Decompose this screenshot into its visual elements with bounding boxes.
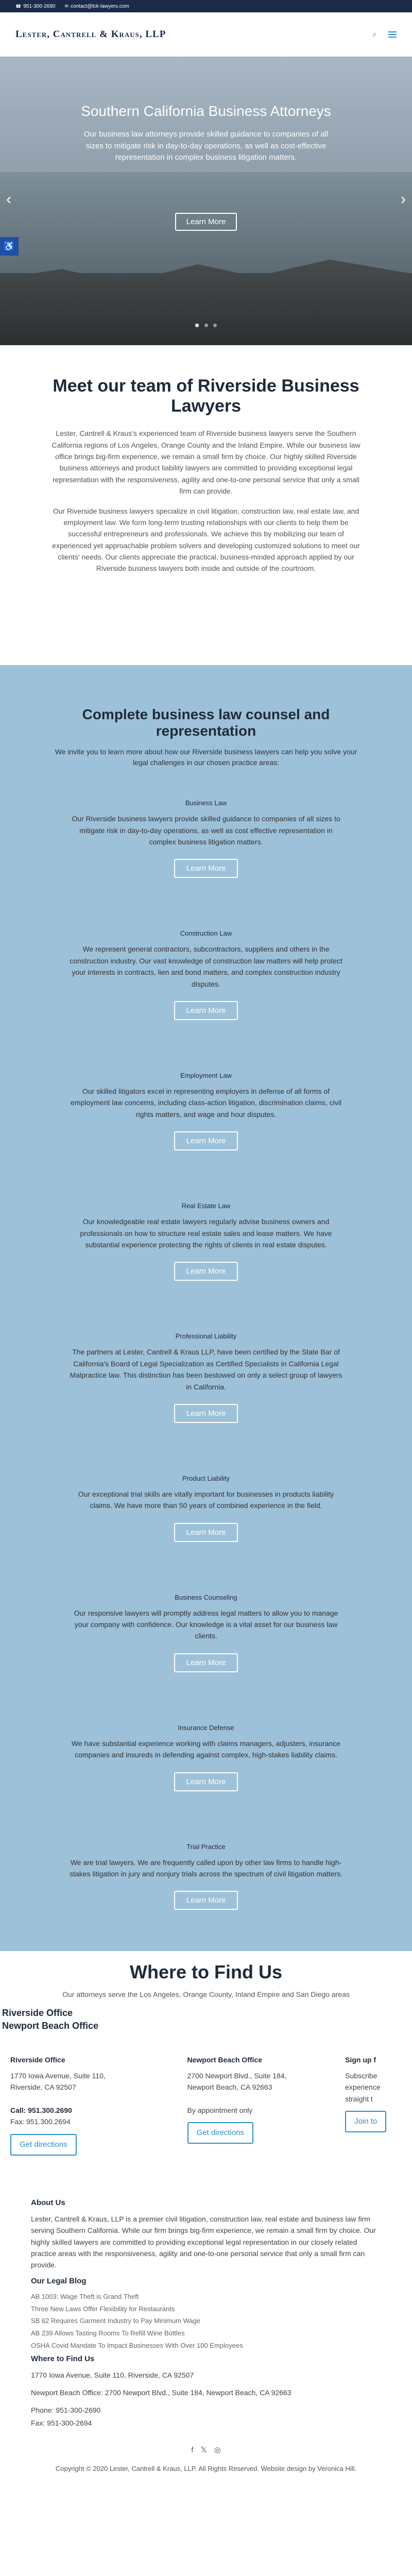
phone-icon: ☎ [15, 3, 22, 9]
meet-title: Meet our team of Riverside Business Lawyers [53, 376, 359, 416]
site-logo[interactable]: Lester, Cantrell & Kraus, LLP [15, 28, 166, 40]
practice-area-product-liability [52, 1475, 360, 1542]
learn-more-button[interactable]: Learn More [174, 1523, 238, 1542]
practice-area-construction-law [52, 929, 360, 1020]
office-title: Riverside Office [10, 2056, 65, 2064]
footer-where-title: Where to Find Us [31, 2354, 95, 2363]
join-button[interactable]: Join to [345, 2111, 386, 2132]
office-address-line: 1770 Iowa Avenue, Suite 110, [10, 2071, 106, 2080]
learn-more-button[interactable]: Learn More [174, 1653, 238, 1672]
signup-text: experience [345, 2083, 381, 2092]
blog-links [31, 2292, 381, 2351]
practice-areas-section [0, 665, 412, 1952]
about-text: Lester, Cantrell & Kraus, LLP is a premier civil litigation, construction law, real estate and business law firm serving Southern California. While our firm brings big-firm experience, we remain a small firm by choice. Our highly skilled lawyers are committed to providing exceptional legal representation in our closely related practice areas with the responsiveness, agility and one-to-one personal service that only a small firm can provide. [31, 2214, 376, 2269]
office-cards [0, 2033, 412, 2171]
slider-dot[interactable] [204, 324, 208, 327]
twitter-icon[interactable]: 𝕏 [200, 2446, 207, 2455]
instagram-icon[interactable]: ◎ [214, 2446, 221, 2455]
slider-dot[interactable] [213, 324, 217, 327]
practice-area-title: Real Estate Law [181, 1202, 231, 1210]
newport-directions-button[interactable]: Get directions [187, 2122, 254, 2144]
riverside-directions-button[interactable]: Get directions [10, 2134, 77, 2156]
riverside-office-card [10, 2054, 172, 2155]
slider-next-icon[interactable]: › [401, 191, 406, 208]
blog-link[interactable]: SB 62 Requires Garment Industry to Pay Minimum Wage [31, 2317, 200, 2325]
practice-area-text: Our skilled litigators excel in representing employers in defense of all forms of employment law concerns, including class-action litigation, discrimination claims, civil rights matters, and wage and hour disputes. [71, 1087, 341, 1118]
find-title: Where to Find Us [130, 1961, 282, 1983]
about-title: About Us [31, 2198, 65, 2207]
footer-riverside-address: 1770 Iowa Avenue, Suite 110, Riverside, CA 92507 [31, 2370, 194, 2379]
phone-number: 951-300-2690 [23, 3, 56, 9]
practice-area-text: The partners at Lester, Cantrell & Kraus LLP, have been certified by the State Bar of California's Board of Legal Specialization as Certified Specialists in California Legal Malpractice law. This distinction has been bestowed on only a select group of lawyers in California. [70, 1348, 342, 1391]
header-actions [372, 30, 397, 39]
practice-area-business-law [52, 799, 360, 878]
hero-title: Southern California Business Attorneys [81, 103, 331, 119]
meet-team-section [0, 345, 412, 614]
practice-area-title: Business Law [185, 799, 227, 807]
practice-area-text: Our Riverside business lawyers provide skilled guidance to companies of all sizes to mitigate risk in day-to-day operations, as well as cost effective representation in complex business litigation matters. [72, 815, 340, 846]
search-icon[interactable]: ⌕ [372, 29, 377, 39]
copyright-text: Copyright © 2020 Lester, Cantrell & Kraus, LLP. All Rights Reserved. Website design by Veronica Hill. [55, 2465, 357, 2473]
top-bar [0, 0, 412, 12]
blog-link[interactable]: AB 1003: Wage Theft is Grand Theft [31, 2292, 139, 2300]
office-address-line: Riverside, CA 92507 [10, 2083, 76, 2092]
learn-more-button[interactable]: Learn More [174, 1262, 238, 1281]
accessibility-icon: ♿ [3, 241, 15, 251]
practice-area-employment-law [52, 1072, 360, 1150]
slider-dot[interactable] [195, 324, 199, 327]
practice-intro: We invite you to learn more about how our Riverside business lawyers can help you solve your legal challenges in our chosen practice areas: [55, 748, 357, 767]
blog-link[interactable]: OSHA Covid Mandate To Impact Businesses With Over 100 Employees [31, 2341, 243, 2349]
practice-area-title: Product Liability [182, 1474, 230, 1482]
phone-link[interactable] [15, 4, 56, 9]
learn-more-button[interactable]: Learn More [174, 1404, 238, 1423]
hero-text: Our business law attorneys provide skilled guidance to companies of all sizes to mitigate risk in day-to-day operations, as well as cost-effective representation in complex business litigation matters. [83, 130, 329, 162]
footer-phone-text: Phone: 951-300-2690 [31, 2406, 101, 2415]
meet-paragraph-2: Our Riverside business lawyers specialize in civil litigation, construction law, real estate law, and employment law. We form long-term trusting relationships with our clients to help them be successful entrepreneurs and professionals. We achieve this by mobilizing our team of experienced yet approachable problem solvers and developing customized solutions to meet our clients' needs. Our clients appreciate the practical, business-minded approach applied by our Riverside business lawyers both inside and outside of the courtroom. [52, 506, 360, 573]
office-title: Newport Beach Office [187, 2056, 262, 2064]
blog-link[interactable]: AB 239 Allows Tasting Rooms To Refill Wine Bottles [31, 2329, 185, 2337]
practice-area-text: Our exceptional trial skills are vitally important for businesses in products liability claims. We have more than 50 years of combined experience in the field. [78, 1489, 334, 1510]
practice-area-title: Employment Law [180, 1071, 232, 1079]
practice-area-trial-practice [52, 1843, 360, 1910]
slider-dots [0, 320, 412, 330]
meet-paragraph-1: Lester, Cantrell & Kraus's experienced team of Riverside business lawyers serve the Southern California regions of Los Angeles, Orange County and the Inland Empire. While our business law office brings big-firm experience, we remain a small firm by choice. Our highly skilled Riverside business attorneys and product liability lawyers are committed to providing exceptional legal representation with the responsiveness, agility and one-to-one personal service that only a small firm can provide. [52, 429, 360, 496]
office-address-line: 2700 Newport Blvd., Suite 184, [187, 2071, 287, 2080]
site-footer [0, 2171, 412, 2497]
footer-phone [31, 2404, 381, 2416]
riverside-office-heading: Riverside Office [2, 2008, 73, 2019]
hero-content [0, 103, 412, 231]
email-address: contact@lck-lawyers.com [71, 3, 129, 9]
where-to-find-section [0, 1951, 412, 2171]
signup-title: Sign up f [345, 2056, 376, 2064]
practice-area-text: Our knowledgeable real estate lawyers regularly advise business owners and professionals on how to structure real estate sales and lease matters. We have substantial experience protecting the rights of clients in real estate disputes. [80, 1217, 332, 1249]
practice-area-text: We represent general contractors, subcontractors, suppliers and others in the construction industry. Our vast knowledge of construction law matters will help protect your interests in contracts, lien and bond matters, and complex construction industry disputes. [70, 945, 342, 988]
email-link[interactable] [65, 4, 129, 9]
newport-office-heading: Newport Beach Office [2, 2021, 99, 2031]
footer-fax: Fax: 951-300-2694 [31, 2418, 92, 2427]
office-phone: Call: 951.300.2690 [10, 2106, 72, 2114]
practice-area-professional-liability [52, 1332, 360, 1423]
blog-title: Our Legal Blog [31, 2276, 87, 2285]
practice-title: Complete business law counsel and representation [82, 706, 330, 739]
practice-area-title: Construction Law [180, 929, 232, 938]
office-appointment-note: By appointment only [187, 2106, 253, 2114]
menu-icon[interactable] [388, 30, 397, 39]
site-header [0, 12, 412, 57]
signup-text: straight t [345, 2094, 373, 2103]
practice-area-title: Trial Practice [186, 1842, 226, 1851]
practice-area-title: Professional Liability [175, 1332, 237, 1341]
practice-area-real-estate-law [52, 1202, 360, 1281]
footer-newport-address: Newport Beach Office: 2700 Newport Blvd., Suite 184, Newport Beach, CA 92663 [31, 2388, 291, 2397]
learn-more-button[interactable]: Learn More [174, 859, 238, 878]
practice-area-title: Business Counseling [175, 1593, 237, 1601]
learn-more-button[interactable]: Learn More [174, 1131, 238, 1150]
hero-slider [0, 57, 412, 345]
signup-text: Subscribe [345, 2071, 377, 2080]
learn-more-button[interactable]: Learn More [174, 1001, 238, 1020]
practice-area-business-counseling [52, 1594, 360, 1672]
practice-area-text: We have substantial experience working with claims managers, adjusters, insurance companies and insureds in defending against complex, high-stakes liability claims. [72, 1739, 340, 1759]
mail-icon: ✉ [64, 3, 69, 9]
newsletter-signup-card [345, 2054, 407, 2155]
practice-area-insurance-defense [52, 1724, 360, 1791]
hero-learn-more-button[interactable]: Learn More [175, 213, 237, 231]
practice-area-text: Our responsive lawyers will promptly address legal matters to allow you to manage your company with confidence. Our knowledge is a vital asset for our business law clients. [74, 1608, 338, 1640]
social-links [31, 2444, 381, 2456]
learn-more-button[interactable]: Learn More [174, 1891, 238, 1910]
practice-area-title: Insurance Defense [178, 1723, 234, 1732]
office-fax: Fax: 951.300.2694 [10, 2117, 71, 2126]
accessibility-button[interactable] [0, 237, 19, 256]
footer-contact [31, 2369, 381, 2429]
facebook-icon[interactable]: f [191, 2446, 194, 2455]
newport-office-card [187, 2054, 330, 2155]
blog-link[interactable]: Three New Laws Offer Flexibility for Restaurants [31, 2304, 175, 2313]
practice-area-text: We are trial lawyers. We are frequently called upon by other law firms to handle high-stakes litigation in jury and nonjury trials across the spectrum of civil litigation matters. [70, 1858, 342, 1878]
office-address-line: Newport Beach, CA 92663 [187, 2083, 272, 2092]
slider-prev-icon[interactable]: ‹ [6, 191, 11, 208]
find-subtitle: Our attorneys serve the Los Angeles, Orange County, Inland Empire and San Diego areas [62, 1990, 350, 1999]
learn-more-button[interactable]: Learn More [174, 1772, 238, 1791]
